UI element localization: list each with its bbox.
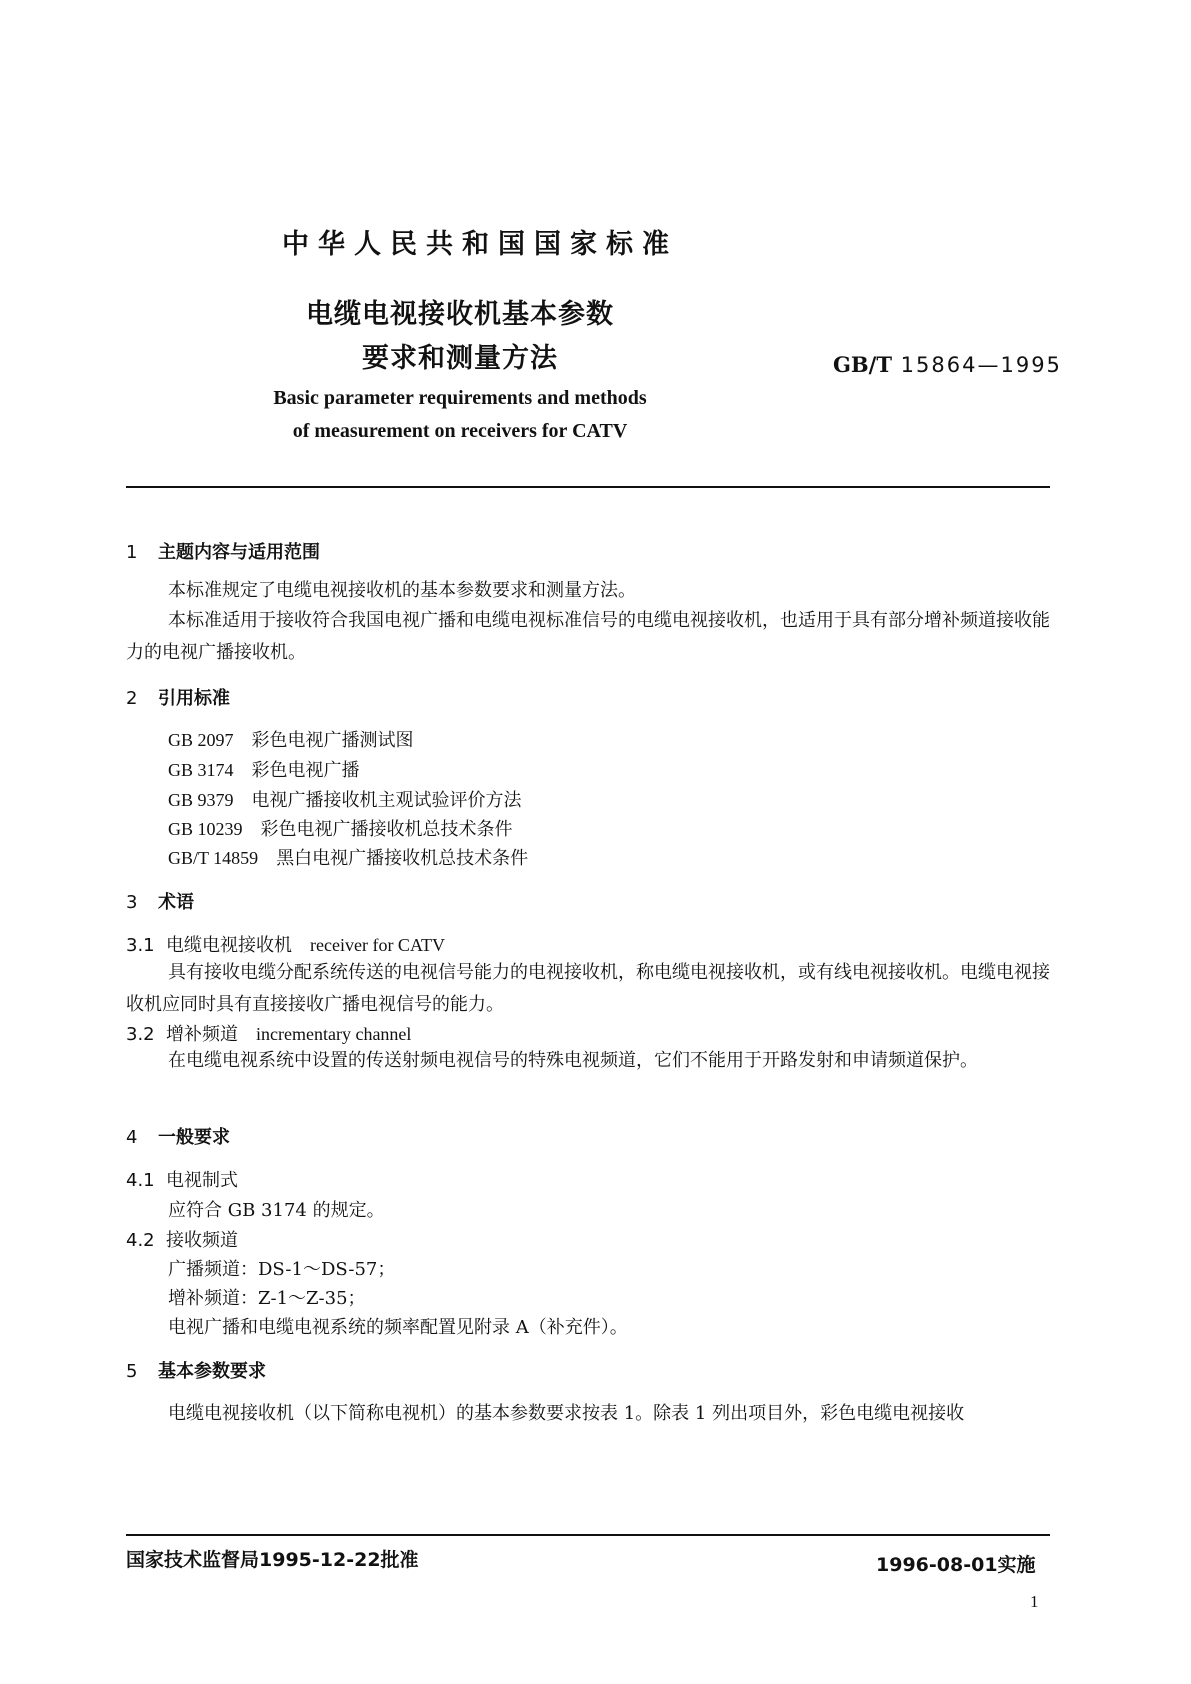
clause-4-2: 4.2 接收频道 xyxy=(126,1230,238,1251)
section-3-heading xyxy=(126,888,194,914)
term-3-1-definition: 具有接收电缆分配系统传送的电视信号能力的电视接收机，称电缆电视接收机，或有线电视接收机。电缆电视接收机应同时具有直接接收广播电视信号的能力。 xyxy=(126,962,1050,1015)
section-title: 主题内容与适用范围 xyxy=(158,542,320,563)
term-3-2-definition: 在电缆电视系统中设置的传送射频电视信号的特殊电视频道，它们不能用于开路发射和申请频道保护。 xyxy=(168,1050,978,1071)
reference-item: GB 9379 电视广播接收机主观试验评价方法 xyxy=(168,790,522,811)
standard-code-number: 15864—1995 xyxy=(900,353,1062,377)
reference-item: GB/T 14859 黑白电视广播接收机总技术条件 xyxy=(168,848,529,869)
implementation-date: 1996-08-01实施 xyxy=(876,1554,1036,1576)
section-number: 3 xyxy=(126,892,138,913)
section-1-paragraph-1: 本标准规定了电缆电视接收机的基本参数要求和测量方法。 xyxy=(168,580,636,601)
reference-item: GB 10239 彩色电视广播接收机总技术条件 xyxy=(168,819,513,840)
section-title: 术语 xyxy=(158,892,194,913)
section-5-paragraph-1: 电缆电视接收机（以下简称电视机）的基本参数要求按表 1。除表 1 列出项目外，彩色电缆电视接收 xyxy=(168,1403,965,1424)
page-number: 1 xyxy=(1030,1592,1039,1611)
clause-4-1-text: 应符合 GB 3174 的规定。 xyxy=(168,1200,385,1221)
standard-code-prefix: GB/T xyxy=(833,352,892,377)
section-5-heading xyxy=(126,1357,266,1383)
clause-4-2-line-2: 增补频道：Z-1～Z-35； xyxy=(168,1288,366,1309)
reference-item: GB 2097 彩色电视广播测试图 xyxy=(168,730,414,751)
term-3-2: 3.2 增补频道 incrementary channel xyxy=(126,1024,412,1045)
section-number: 5 xyxy=(126,1361,138,1382)
section-title: 基本参数要求 xyxy=(158,1361,266,1382)
section-title: 引用标准 xyxy=(158,688,230,709)
section-number: 1 xyxy=(126,542,138,563)
reference-item: GB 3174 彩色电视广播 xyxy=(168,760,360,781)
national-standard-heading: 中华人民共和国国家标准 xyxy=(282,229,678,260)
standard-code xyxy=(833,352,1062,377)
title-en-line1: Basic parameter requirements and methods xyxy=(273,387,647,409)
section-1-heading xyxy=(126,538,320,564)
title-cn-line1: 电缆电视接收机基本参数 xyxy=(306,299,614,330)
header-divider xyxy=(126,486,1050,488)
title-cn-line2: 要求和测量方法 xyxy=(362,343,558,374)
section-4-heading xyxy=(126,1123,230,1149)
section-2-heading xyxy=(126,684,230,710)
approval-date: 国家技术监督局1995-12-22批准 xyxy=(126,1549,419,1571)
clause-4-2-line-3: 电视广播和电缆电视系统的频率配置见附录 A（补充件）。 xyxy=(168,1317,628,1338)
section-number: 2 xyxy=(126,688,138,709)
title-en-line2: of measurement on receivers for CATV xyxy=(292,420,628,442)
term-3-1: 3.1 电缆电视接收机 receiver for CATV xyxy=(126,935,445,956)
footer-divider xyxy=(126,1534,1050,1536)
section-1-paragraph-2: 本标准适用于接收符合我国电视广播和电缆电视标准信号的电缆电视接收机，也适用于具有部分增补频道接收能力的电视广播接收机。 xyxy=(126,610,1050,663)
section-number: 4 xyxy=(126,1127,138,1148)
clause-4-1: 4.1 电视制式 xyxy=(126,1170,238,1191)
section-title: 一般要求 xyxy=(158,1127,230,1148)
clause-4-2-line-1: 广播频道：DS-1～DS-57； xyxy=(168,1259,396,1280)
